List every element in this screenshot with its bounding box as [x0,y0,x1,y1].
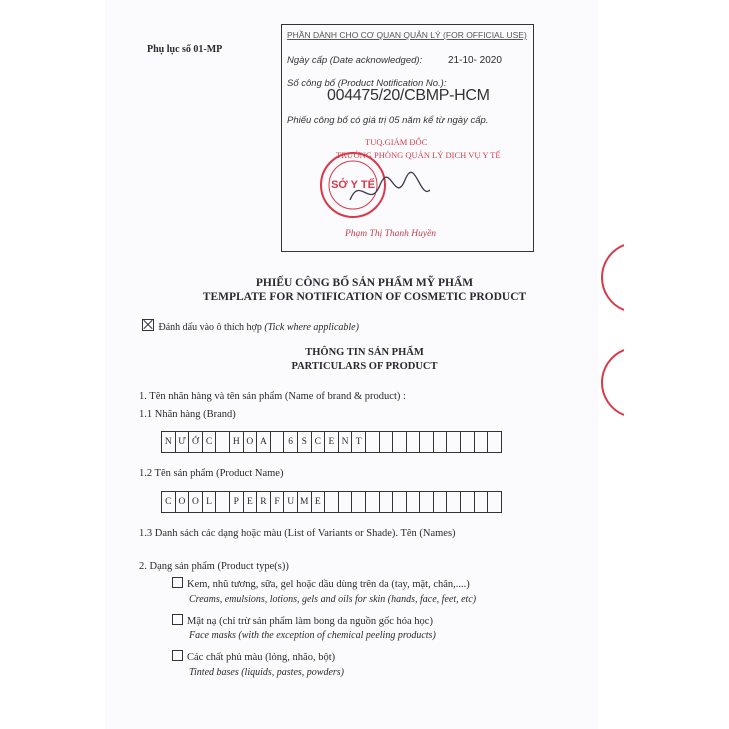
brand-cell[interactable] [487,431,502,453]
product-cell[interactable] [419,491,434,513]
signature-title: TUQ.GIÁM ĐỐC [365,137,428,147]
brand-grid[interactable] [162,431,502,453]
brand-cell[interactable] [433,431,448,453]
product-cell[interactable] [406,491,421,513]
product-cell[interactable] [324,491,339,513]
side-stamp [584,240,624,420]
brand-cell[interactable]: Ớ [188,431,203,453]
brand-cell[interactable]: 6 [283,431,298,453]
brand-cell[interactable] [419,431,434,453]
brand-cell[interactable] [270,431,285,453]
type-label-vi: Kem, nhũ tương, sữa, gel hoặc dầu dùng trên da (tay, mặt, chân,....) [187,579,470,590]
type-label-en: Tinted bases (liquids, pastes, powders) [189,667,345,678]
product-cell[interactable]: L [202,491,217,513]
type-option-creams[interactable] [172,577,470,590]
brand-cell[interactable]: A [256,431,271,453]
date-label: Ngày cấp (Date acknowledged): [287,55,423,66]
product-cell[interactable]: E [243,491,258,513]
product-cell[interactable] [365,491,380,513]
validity-label: Phiếu công bố có giá trị 05 năm kể từ ngày cấp. [287,115,489,126]
product-cell[interactable]: R [256,491,271,513]
product-cell[interactable] [392,491,407,513]
tick-note-en: (Tick where applicable) [264,322,359,333]
section-title-vi: THÔNG TIN SẢN PHẨM [305,347,424,358]
tick-note-vi: Đánh dấu vào ô thích hợp [158,322,262,333]
product-cell[interactable]: U [283,491,298,513]
brand-cell[interactable]: C [202,431,217,453]
product-cell[interactable] [460,491,475,513]
question-1-1: 1.1 Nhãn hàng (Brand) [139,409,236,420]
brand-cell[interactable]: H [229,431,244,453]
stamp-text: SỞ Y TẾ [331,179,375,191]
checkbox[interactable] [172,614,183,625]
brand-cell[interactable]: S [297,431,312,453]
type-label-en: Face masks (with the exception of chemical peeling products) [189,630,436,641]
brand-cell[interactable] [474,431,489,453]
signature-department: TRƯỞNG PHÒNG QUẢN LÝ DỊCH VỤ Y TẾ [336,150,501,160]
product-cell[interactable] [215,491,230,513]
brand-cell[interactable] [460,431,475,453]
product-cell[interactable]: E [311,491,326,513]
checkbox[interactable] [172,577,183,588]
product-cell[interactable]: O [175,491,190,513]
product-cell[interactable] [338,491,353,513]
brand-cell[interactable]: E [324,431,339,453]
product-cell[interactable] [433,491,448,513]
product-cell[interactable]: M [297,491,312,513]
product-cell[interactable] [446,491,461,513]
signer-name: Phạm Thị Thanh Huyền [345,229,437,239]
product-cell[interactable]: O [188,491,203,513]
brand-cell[interactable] [392,431,407,453]
brand-cell[interactable]: N [161,431,176,453]
notification-number: 004475/20/CBMP-HCM [327,87,490,104]
question-1: 1. Tên nhãn hàng và tên sản phẩm (Name of brand & product) : [139,391,406,402]
date-value: 21-10- 2020 [448,55,502,66]
checkbox[interactable] [172,650,183,661]
brand-cell[interactable] [406,431,421,453]
question-2: 2. Dạng sản phẩm (Product type(s)) [139,561,289,572]
checked-box-icon [142,319,154,331]
type-label-vi: Mặt nạ (chỉ trừ sản phẩm làm bong da nguồn gốc hóa học) [187,616,433,627]
product-cell[interactable]: P [229,491,244,513]
form-title-vi: PHIẾU CÔNG BỐ SẢN PHẨM MỸ PHẨM [255,277,474,289]
brand-cell[interactable] [365,431,380,453]
tick-note [142,319,359,333]
brand-cell[interactable]: N [338,431,353,453]
notification-label: Số công bố (Product Notification No.): [287,78,447,89]
product-cell[interactable]: C [161,491,176,513]
product-cell[interactable]: F [270,491,285,513]
brand-cell[interactable]: Ư [175,431,190,453]
type-option-face-masks[interactable] [172,614,433,627]
product-cell[interactable] [474,491,489,513]
product-cell[interactable] [379,491,394,513]
question-1-2: 1.2 Tên sản phẩm (Product Name) [139,468,284,479]
brand-cell[interactable] [215,431,230,453]
section-title-en: PARTICULARS OF PRODUCT [291,361,438,372]
appendix-label: Phụ lục số 01-MP [147,44,223,55]
question-1-3: 1.3 Danh sách các dạng hoặc màu (List of Variants or Shade). Tên (Names) [139,528,456,539]
form-title-en: TEMPLATE FOR NOTIFICATION OF COSMETIC PRODUCT [202,291,527,303]
type-label-en: Creams, emulsions, lotions, gels and oils for skin (hands, face, feet, etc) [189,594,477,605]
type-option-tinted-bases[interactable] [172,650,335,663]
official-use-header: PHẦN DÀNH CHO CƠ QUAN QUẢN LÝ (FOR OFFICIAL USE) [287,30,527,40]
type-label-vi: Các chất phủ màu (lỏng, nhão, bột) [187,652,336,663]
product-cell[interactable] [487,491,502,513]
brand-cell[interactable] [446,431,461,453]
product-name-grid[interactable] [162,491,502,513]
brand-cell[interactable]: T [351,431,366,453]
product-cell[interactable] [351,491,366,513]
brand-cell[interactable] [379,431,394,453]
brand-cell[interactable]: O [243,431,258,453]
brand-cell[interactable]: C [311,431,326,453]
handwritten-signature [345,170,435,215]
